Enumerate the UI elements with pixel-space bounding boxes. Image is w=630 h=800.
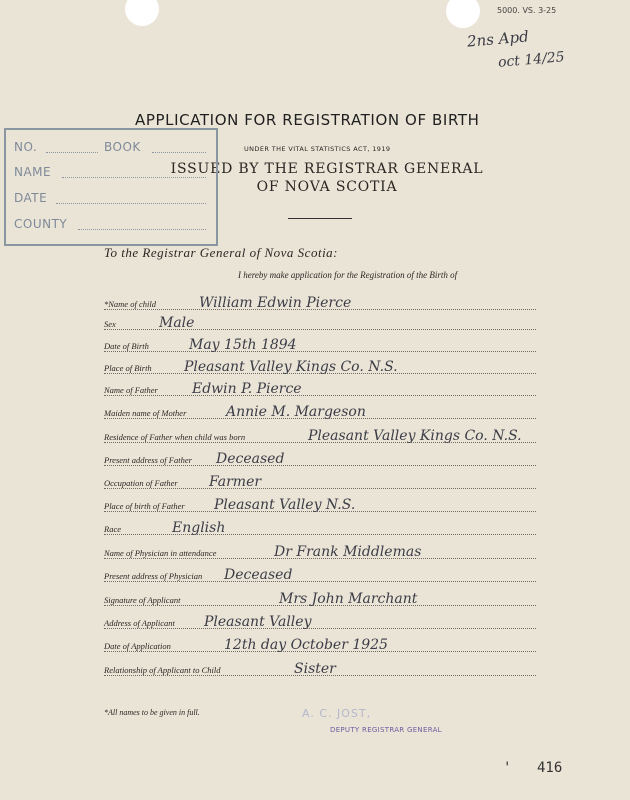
- field-label: Place of birth of Father: [104, 501, 185, 511]
- tick-mark: ': [503, 760, 512, 776]
- deputy-title-stamp: DEPUTY REGISTRAR GENERAL: [330, 726, 442, 734]
- form-row: [104, 428, 536, 443]
- stamp-name-dots: [62, 177, 206, 178]
- form-row: [104, 591, 536, 606]
- punch-hole-right: [446, 0, 480, 28]
- field-value: William Edwin Pierce: [199, 295, 352, 311]
- form-row: [104, 315, 536, 330]
- field-label: Residence of Father when child was born: [104, 432, 246, 442]
- page-title: APPLICATION FOR REGISTRATION OF BIRTH: [135, 111, 480, 129]
- deputy-name-stamp: A. C. JOST,: [302, 707, 372, 720]
- footnote: *All names to be given in full.: [104, 708, 200, 717]
- field-value: Male: [159, 315, 195, 331]
- field-label: Relationship of Applicant to Child: [104, 665, 221, 675]
- field-value: Dr Frank Middlemas: [274, 544, 422, 560]
- form-row: [104, 567, 536, 582]
- field-value: English: [172, 520, 226, 536]
- field-value: Farmer: [209, 474, 262, 490]
- field-value: Pleasant Valley Kings Co. N.S.: [308, 428, 522, 444]
- stamp-no: NO.: [14, 140, 38, 154]
- field-label: Signature of Applicant: [104, 595, 181, 605]
- form-row: [104, 451, 536, 466]
- field-value: Deceased: [216, 451, 285, 467]
- field-value: May 15th 1894: [189, 337, 297, 353]
- field-value: Edwin P. Pierce: [192, 381, 302, 397]
- form-row: [104, 544, 536, 559]
- field-value: 12th day October 1925: [224, 637, 388, 653]
- field-label: Place of Birth: [104, 363, 152, 373]
- stamp-date-dots: [56, 203, 206, 204]
- stamp-name: NAME: [14, 165, 52, 179]
- form-row: [104, 295, 536, 310]
- field-label: Address of Applicant: [104, 618, 175, 628]
- punch-hole-left: [125, 0, 159, 26]
- salutation: To the Registrar General of Nova Scotia:: [104, 245, 339, 260]
- field-label: Race: [104, 524, 121, 534]
- stamp-book: BOOK: [104, 140, 141, 154]
- form-row: [104, 520, 536, 535]
- field-value: Pleasant Valley: [204, 614, 312, 630]
- page-number: 416: [537, 760, 563, 776]
- field-label: Name of Physician in attendance: [104, 548, 217, 558]
- form-row: [104, 661, 536, 676]
- corner-note-line2: oct 14/25: [497, 49, 566, 71]
- form-row: [104, 404, 536, 419]
- stamp-book-dots: [152, 152, 206, 153]
- field-label: Maiden name of Mother: [104, 408, 187, 418]
- act-subtitle: UNDER THE VITAL STATISTICS ACT, 1919: [244, 145, 391, 153]
- stamp-date: DATE: [14, 191, 48, 205]
- registry-stamp: [4, 128, 218, 246]
- stamp-county: COUNTY: [14, 217, 68, 231]
- field-value: Pleasant Valley N.S.: [214, 497, 356, 513]
- form-row: [104, 474, 536, 489]
- field-label: Date of Application: [104, 641, 171, 651]
- field-value: Pleasant Valley Kings Co. N.S.: [184, 359, 398, 375]
- field-label: Present address of Father: [104, 455, 192, 465]
- form-row: [104, 359, 536, 374]
- form-row: [104, 381, 536, 396]
- issued-line1: ISSUED BY THE REGISTRAR GENERAL: [170, 161, 484, 177]
- issued-line2: OF NOVA SCOTIA: [256, 179, 398, 195]
- title-rule: [288, 218, 352, 219]
- field-label: Occupation of Father: [104, 478, 178, 488]
- stamp-no-dots: [46, 152, 98, 153]
- form-row: [104, 497, 536, 512]
- field-value: Mrs John Marchant: [279, 591, 418, 607]
- field-label: Date of Birth: [104, 341, 149, 351]
- field-label: *Name of child: [104, 299, 156, 309]
- corner-note-line1: 2ns Apd: [466, 27, 530, 51]
- lead-text: I hereby make application for the Registration of the Birth of: [238, 270, 458, 280]
- field-value: Sister: [294, 661, 336, 677]
- field-value: Deceased: [224, 567, 293, 583]
- form-row: [104, 337, 536, 352]
- stamp-county-dots: [78, 229, 206, 230]
- field-label: Present address of Physician: [104, 571, 203, 581]
- form-code: 5000. VS. 3-25: [497, 6, 557, 15]
- form-row: [104, 637, 536, 652]
- form-row: [104, 614, 536, 629]
- field-label: Name of Father: [104, 385, 158, 395]
- field-value: Annie M. Margeson: [226, 404, 366, 420]
- field-label: Sex: [104, 319, 116, 329]
